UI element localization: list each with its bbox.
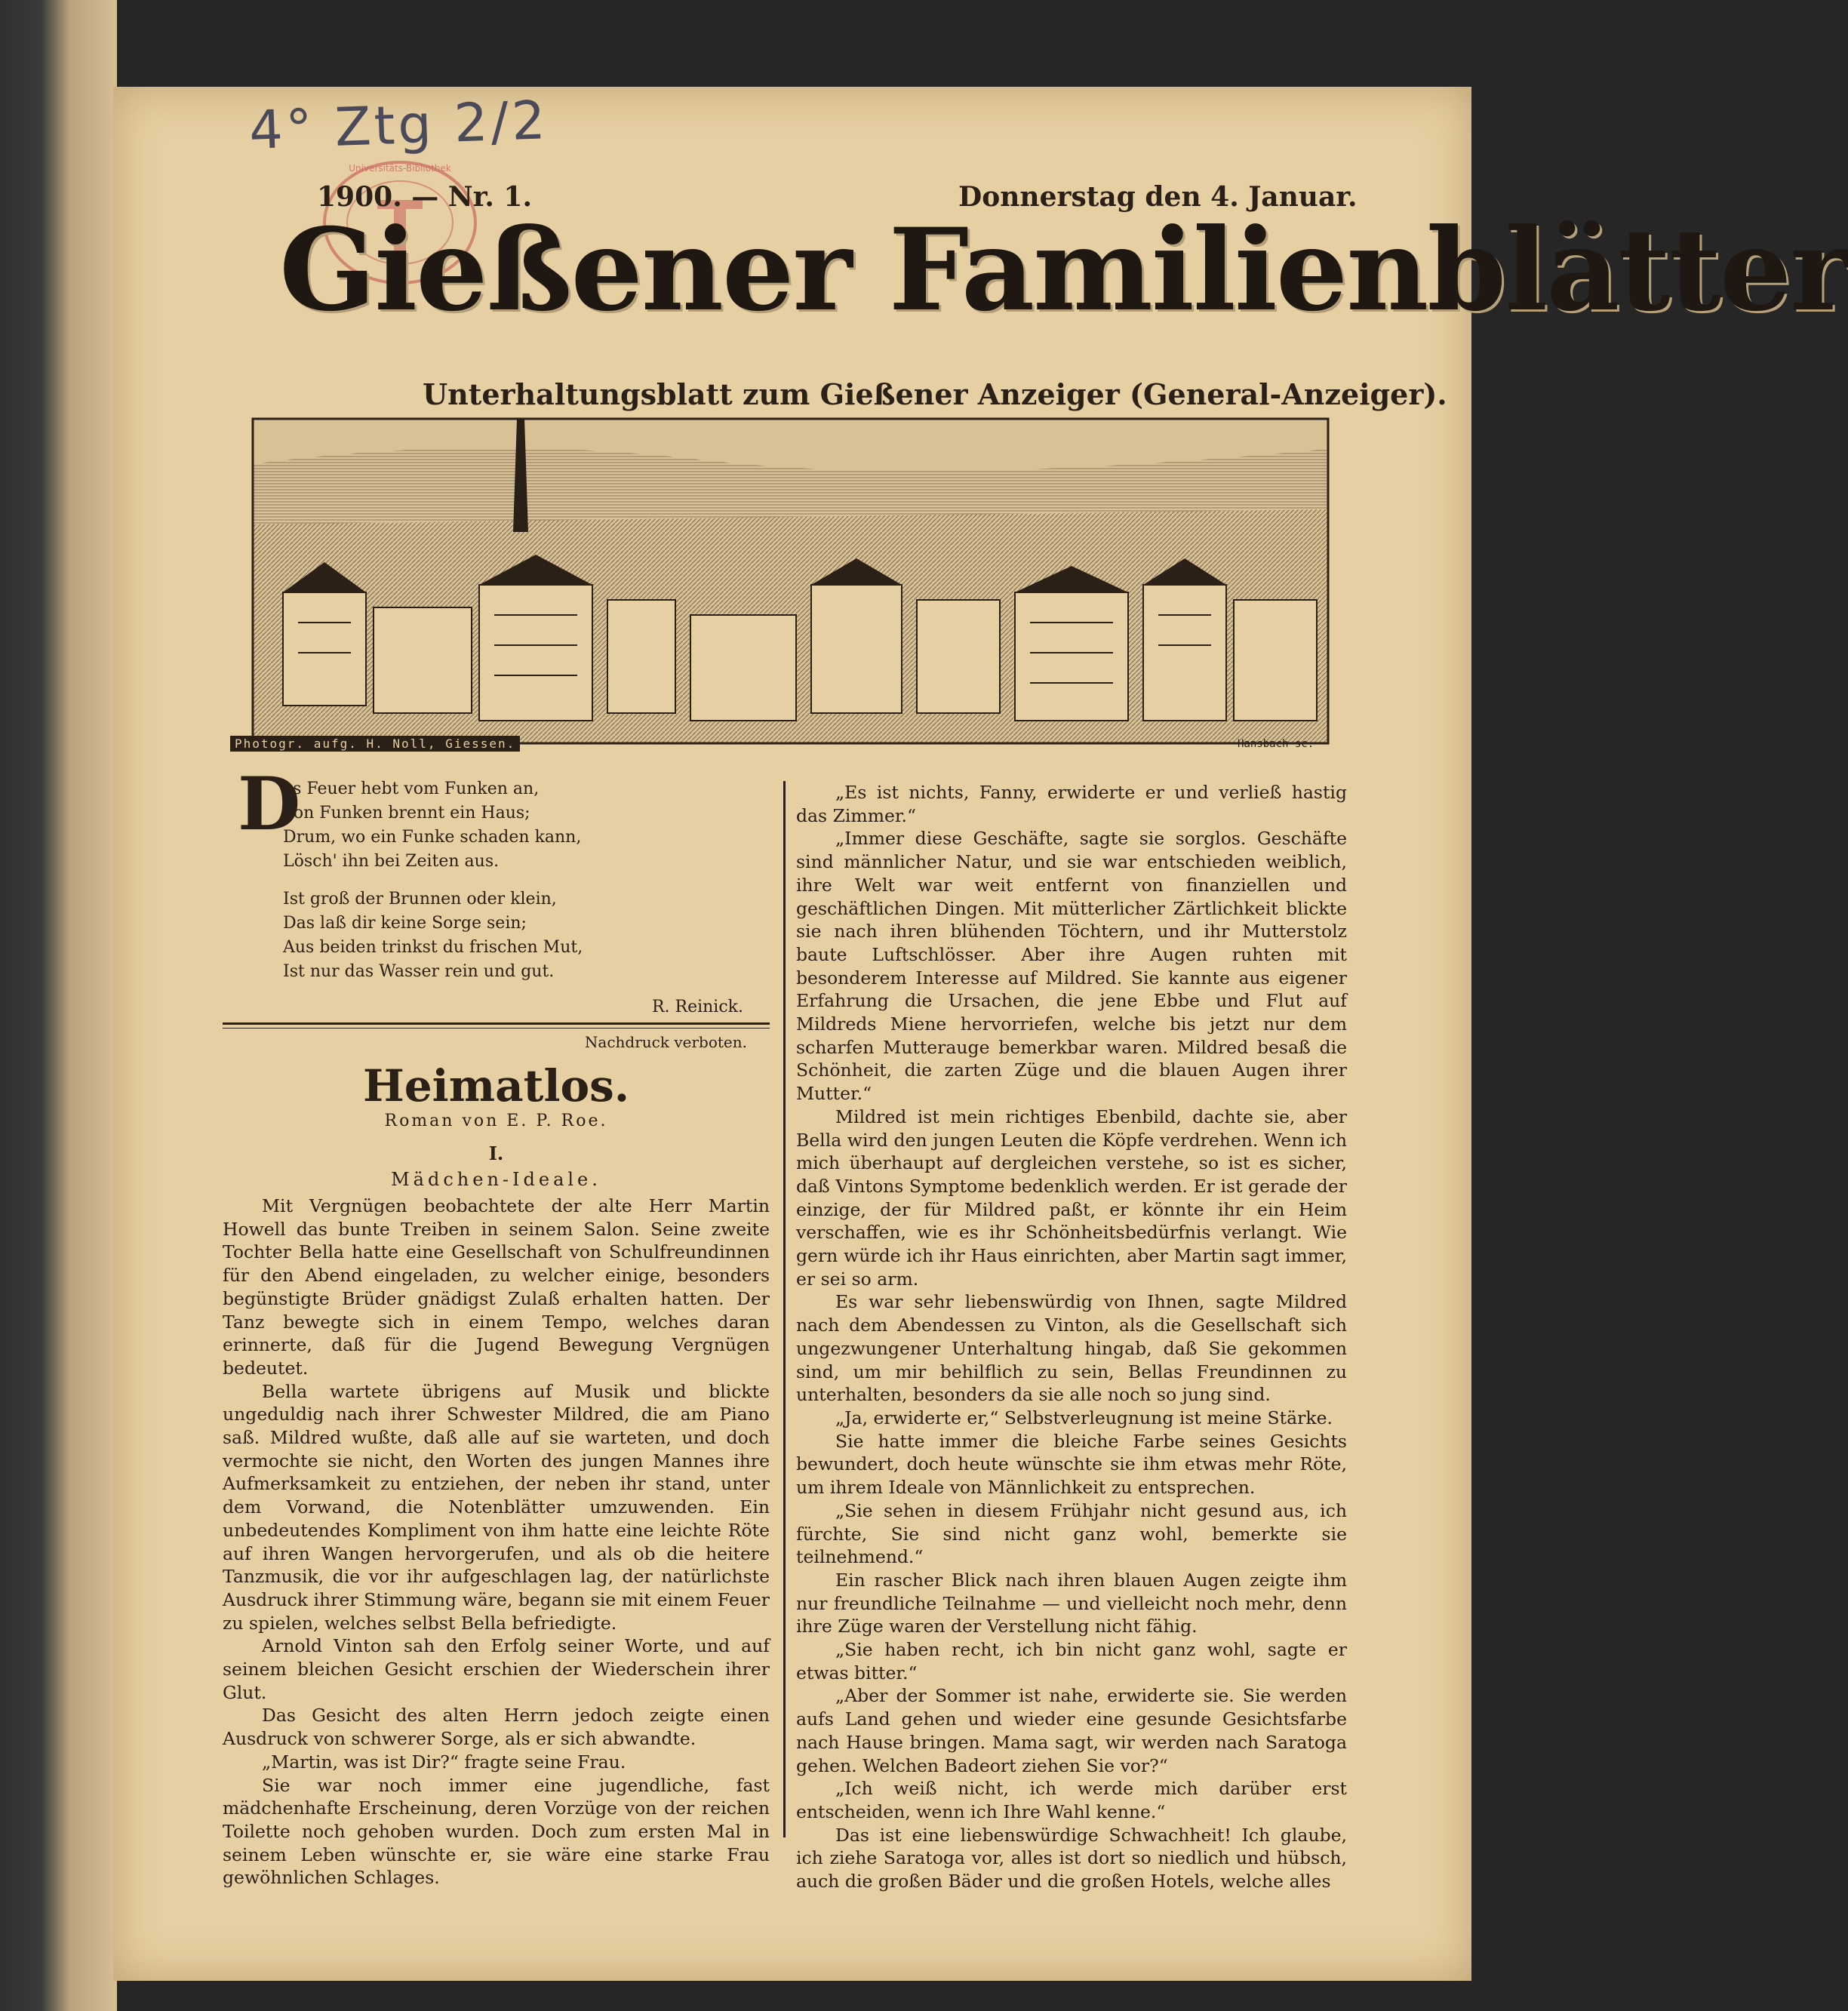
story-paragraph: Ein rascher Blick nach ihren blauen Augen zeigte ihm nur freundliche Teilnahme — und vielleicht noch mehr, denn ihre Züge waren der Verstellung nicht fähig. [796, 1569, 1347, 1637]
poem-author: R. Reinick. [651, 998, 743, 1016]
issue-date: Donnerstag den 4. Januar. [958, 181, 1358, 213]
left-column [223, 761, 770, 1890]
story-paragraph: Sie war noch immer eine jugendliche, fast mädchenhafte Erscheinung, deren Vorzüge von der reichen Toilette noch gehoben wurden. Doch zum ersten Mal in seinem Leben wünschte er, sie wäre eine starke Frau gewöhnlichen Schlages. [223, 1774, 770, 1889]
story-paragraph: „Sie haben recht, ich bin nicht ganz wohl, sagte er etwas bitter.“ [796, 1639, 1347, 1684]
column-divider [783, 781, 786, 1837]
right-column [796, 781, 1347, 1893]
story-paragraph: Arnold Vinton sah den Erfolg seiner Worte, und auf seinem bleichen Gesicht erschien der Wiederschein ihrer Glut. [223, 1635, 770, 1703]
poem-line: Ist groß der Brunnen oder klein, [283, 890, 557, 909]
story-paragraph: „Immer diese Geschäfte, sagte sie sorglos. Geschäfte sind männlicher Natur, und sie war entschieden weiblich, ihre Welt war weit entfernt von finanziellen und geschäftlichen Dingen. Mit mütterlicher Zärtlichkeit blickte sie nach ihren blühenden Töchtern, und ihr Mutterstolz baute Luftschlösser. Aber ihre Augen ruhten mit besonderem Interesse auf Mildred. Sie kannte aus eigener Erfahrung die Ursachen, die jene Ebbe und Flut auf Mildreds Miene hervorriefen, welche bis jetzt nur dem scharfen Mutterauge bemerkbar waren. Mildred besaß die Schönheit, die zarten Züge und die blauen Augen ihrer Mutter.“ [796, 828, 1347, 1105]
poem-stanza [283, 777, 770, 874]
masthead-subtitle: Unterhaltungsblatt zum Gießener Anzeiger (General-Anzeiger). [423, 377, 1447, 411]
section-divider [223, 1022, 770, 1029]
story-paragraph: „Ja, erwiderte er,“ Selbstverleugnung ist meine Stärke. [835, 1407, 1333, 1428]
poem-dropcap: D [238, 761, 301, 847]
story-paragraph: „Es ist nichts, Fanny, erwiderte er und verließ hastig das Zimmer.“ [796, 782, 1347, 826]
chapter-number: I. [488, 1142, 504, 1164]
story-paragraph: Mit Vergnügen beobachtete der alte Herr Martin Howell das bunte Treiben in seinem Salon. Seine zweite Tochter Bella hatte eine Gesellschaft von Schulfreundinnen für den Abend eingeladen, zu welcher einige, besonders begünstigte Brüder gnädigst Zulaß erhalten hatten. Der Tanz bewegte sich in einem Tempo, welches daran erinnerte, daß für die Jugend Bewegung Vergnügen bedeutet. [223, 1195, 770, 1379]
engraver-credit: Hansbach sc. [1238, 738, 1315, 750]
story-title: Heimatlos. [362, 1060, 630, 1112]
poem-line: Aus beiden trinkst du frischen Mut, [283, 938, 583, 957]
stamp-text: Universitäts-Bibliothek [349, 163, 451, 174]
poem-line: Das laß dir keine Sorge sein; [283, 914, 527, 933]
poem-line: as Feuer hebt vom Funken an, [283, 779, 540, 798]
poem-line: Ist nur das Wasser rein und gut. [283, 962, 555, 981]
story-paragraph: „Martin, was ist Dir?“ fragte seine Frau. [262, 1751, 626, 1773]
story-paragraph: Das ist eine liebenswürdige Schwachheit! Ich glaube, ich ziehe Saratoga vor, alles ist dort so niedlich und hübsch, auch die großen Bäder und die großen Hotels, welche alles [796, 1824, 1347, 1893]
poem-line: Lösch' ihn bei Zeiten aus. [283, 852, 500, 871]
photo-credit: Photogr. aufg. H. Noll, Giessen. [230, 736, 520, 752]
poem [238, 761, 770, 984]
reprint-notice: Nachdruck verboten. [584, 1033, 747, 1051]
chapter-title: Mädchen-Ideale. [391, 1169, 601, 1190]
city-engraving-image [253, 419, 1328, 743]
masthead-title: Gießener Familienblätter [279, 204, 1848, 337]
story-paragraph: Das Gesicht des alten Herrn jedoch zeigte einen Ausdruck von schwerer Sorge, als er sich abwandte. [223, 1705, 770, 1750]
story-paragraph: Bella wartete übrigens auf Musik und blickte ungeduldig nach ihrer Schwester Mildred, die am Piano saß. Mildred wußte, daß alle auf sie warteten, und doch vermochte sie nicht, den Worten des jungen Mannes ihre Aufmerksamkeit zu entziehen, der neben ihr stand, unter dem Vorwand, die Notenblätter umzuwenden. Ein unbedeutendes Kompliment von ihm hatte eine leichte Röte auf ihren Wangen hervorgerufen, und als ob die heitere Tanzmusik, die vor ihr aufgeschlagen lag, der natürlichste Ausdruck ihrer Stimmung wäre, begann sie mit einem Feuer zu spielen, welches selbst Bella befriedigte. [223, 1380, 770, 1634]
story-paragraph: „Aber der Sommer ist nahe, erwiderte sie. Sie werden aufs Land gehen und wieder eine gesunde Gesichtsfarbe nach Hause bringen. Mama sagt, wir werden nach Saratoga gehen. Welchen Badeort ziehen Sie vor?“ [796, 1685, 1347, 1776]
issue-number: 1900. — Nr. 1. [317, 181, 533, 213]
story-paragraph: Sie hatte immer die bleiche Farbe seines Gesichts bewundert, doch heute wünschte sie ihm etwas mehr Röte, um ihrem Ideale von Männlichkeit zu entsprechen. [796, 1430, 1347, 1499]
poem-line: Drum, wo ein Funke schaden kann, [283, 828, 582, 847]
story-paragraph: „Sie sehen in diesem Frühjahr nicht gesund aus, ich fürchte, Sie sind nicht ganz wohl, bemerkte sie teilnehmend.“ [796, 1499, 1347, 1568]
story-paragraph: „Ich weiß nicht, ich werde mich darüber erst entscheiden, wenn ich Ihre Wahl kenne.“ [796, 1778, 1347, 1822]
handwritten-shelfmark: 4° Ztg 2/2 [248, 89, 549, 161]
story-paragraph: Es war sehr liebenswürdig von Ihnen, sagte Mildred nach dem Abendessen zu Vinton, als die Gesellschaft sich ungezwungener Unterhaltung hingab, daß Sie gekommen sind, um mir behilflich zu sein, Bellas Freundinnen zu unterhalten, besonders da sie alle noch so jung sind. [796, 1291, 1347, 1406]
poem-stanza [283, 887, 770, 984]
poem-line: Von Funken brennt ein Haus; [283, 804, 530, 823]
book-spine [0, 0, 117, 2011]
story-byline: Roman von E. P. Roe. [384, 1112, 608, 1130]
story-paragraph: Mildred ist mein richtiges Ebenbild, dachte sie, aber Bella wird den jungen Leuten die Köpfe verdrehen. Wenn ich mich überhaupt auf dergleichen verstehe, so ist es sicher, daß Vintons Symptome bedenklich werden. Er ist gerade der einzige, der für Mildred paßt, er könnte ihr ein Heim verschaffen, wie es ihr Schönheitsbedürfnis verlangt. Wie gern würde ich ihr Haus einrichten, aber Martin sagt immer, er sei so arm. [796, 1105, 1347, 1290]
